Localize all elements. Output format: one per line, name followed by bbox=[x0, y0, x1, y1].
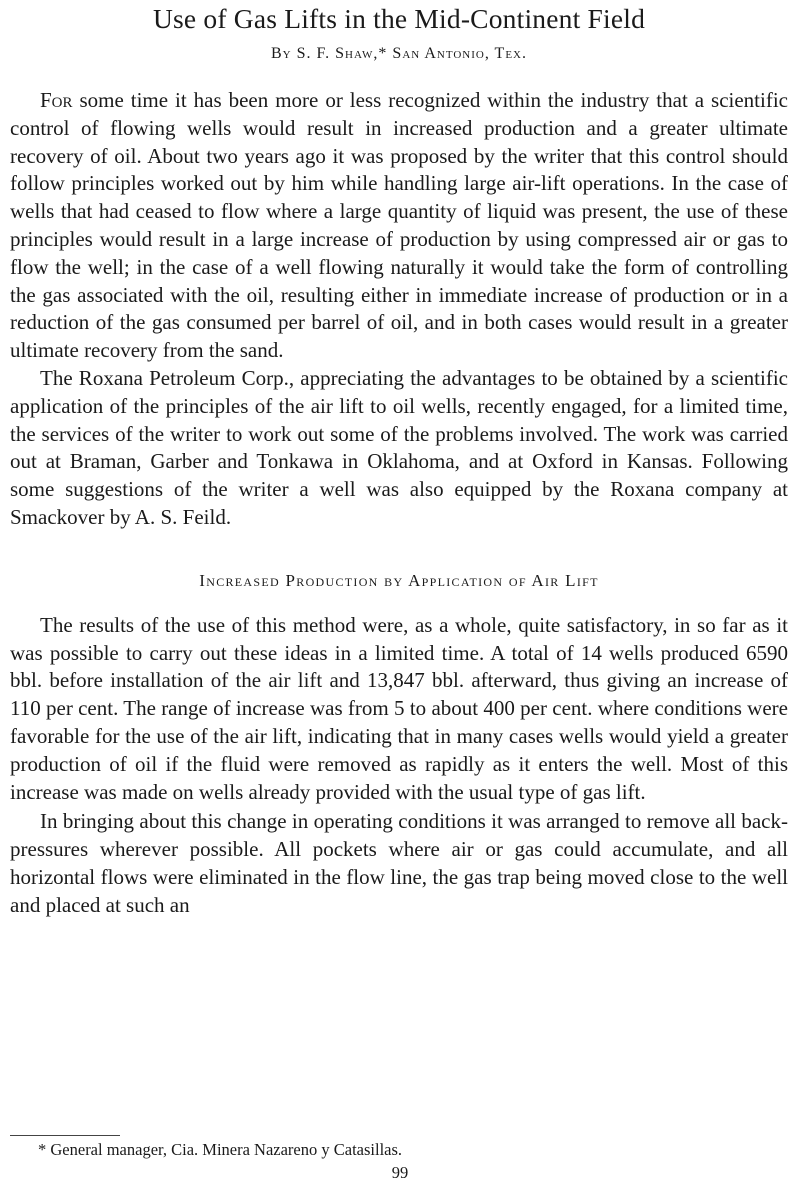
article-title: Use of Gas Lifts in the Mid-Continent Field bbox=[152, 3, 646, 34]
paragraph-3: The results of the use of this method were, as a whole, quite satisfactory, in so far as it was possible to carry out these ideas in a limited time. A total of 14 wells produced 6590 bbl. before installation of the air lift and 13,847 bbl. afterward, thus giving an increase of 110 per cent. The range of increase was from 5 to about 400 per cent. where conditions were favorable for the use of the air lift, indicating that in many cases wells would yield a greater production of oil if the fluid were removed as rapidly as it enters the well. Most of this increase was made on wells already provided with the usual type of gas lift. bbox=[10, 612, 788, 804]
paragraph-1-lead-word: For bbox=[40, 88, 73, 112]
footnote: * General manager, Cia. Minera Nazareno y Catasillas. bbox=[38, 1140, 403, 1159]
footnote-divider bbox=[10, 1135, 120, 1136]
page-number: 99 bbox=[391, 1163, 409, 1182]
author-byline: By S. F. Shaw,* San Antonio, Tex. bbox=[271, 45, 527, 62]
paragraph-1 bbox=[10, 87, 788, 365]
paragraph-2: The Roxana Petroleum Corp., appreciating the advantages to be obtained by a scientific application of the principles of the air lift to oil wells, recently engaged, for a limited time, the services of the writer to work out some of the problems involved. The work was carried out at Braman, Garber and Tonkawa in Oklahoma, and at Oxford in Kansas. Following some suggestions of the writer a well was also equipped by the Roxana company at Smackover by A. S. Feild. bbox=[10, 365, 788, 529]
section-heading: Increased Production by Application of Air Lift bbox=[199, 570, 599, 590]
paragraph-1-text: some time it has been more or less recognized within the industry that a scientific control of flowing wells would result in increased production and a greater ultimate recovery of oil. About two years ago it was proposed by the writer that this control should follow principles worked out by him while handling large air-lift operations. In the case of wells that had ceased to flow where a large quantity of liquid was present, the use of these principles would result in a large increase of production by using compressed air or gas to flow the well; in the case of a well flowing naturally it would take the form of controlling the gas associated with the oil, resulting either in immediate increase of production or in a reduction of the gas consumed per barrel of oil, and in both cases would result in a greater ultimate recovery from the sand. bbox=[10, 88, 788, 363]
paragraph-4: In bringing about this change in operating conditions it was arranged to remove all back-pressures wherever possible. All pockets where air or gas could accumulate, and all horizontal flows were eliminated in the flow line, the gas trap being moved close to the well and placed at such an bbox=[10, 809, 788, 917]
